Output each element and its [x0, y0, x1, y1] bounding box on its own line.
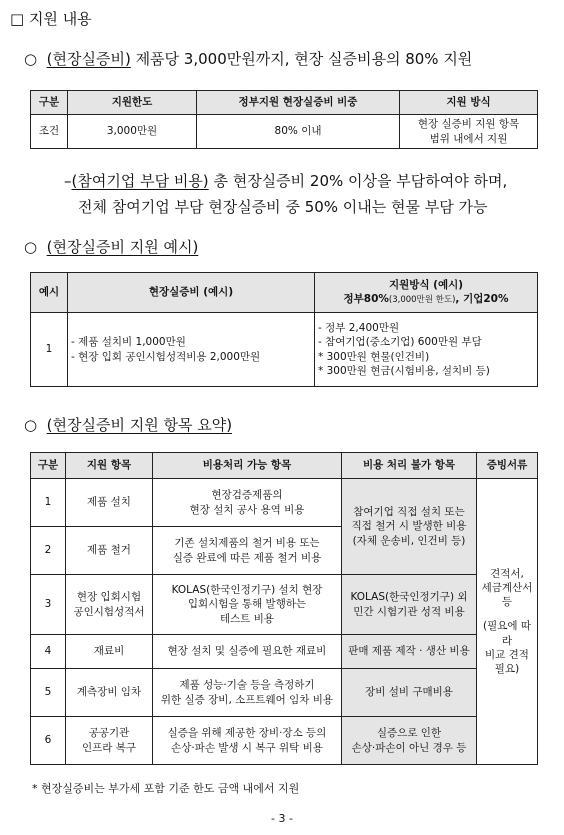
footnote: * 현장실증비는 부가세 포함 기준 한도 금액 내에서 지원 [32, 782, 300, 795]
dash-marker: – [64, 172, 72, 190]
docs-line: 비교 견적 필요) [485, 648, 529, 675]
dash-tag: (참여기업 부담 비용) [71, 172, 209, 190]
method-line: * 300만원 현물(인건비) [318, 350, 430, 363]
row-num: 6 [31, 717, 66, 765]
allowed-line: 현장 설치 공사 용역 비용 [189, 503, 305, 516]
bullet-marker: ○ [24, 416, 38, 434]
col-header [315, 273, 538, 313]
docs-line: (필요에 따라 [482, 620, 531, 647]
method-value [400, 115, 538, 149]
col-header: 지원한도 [68, 91, 197, 115]
gov-share: 정부80% [343, 293, 389, 306]
row-item: 제품 설치 [66, 479, 153, 527]
section-title: □ 지원 내용 [10, 10, 92, 28]
col-header: 비용처리 가능 항목 [153, 453, 342, 479]
example-table [30, 272, 538, 387]
not-allowed-line: 실증으로 인한 [376, 727, 442, 740]
allowed-line: 손상·파손 발생 시 복구 위탁 비용 [171, 741, 323, 754]
bullet-example [24, 236, 198, 257]
method-line: 범위 내에서 지원 [429, 132, 508, 145]
allowed-line: KOLAS(한국인정기구) 설치 현장 [171, 584, 323, 597]
allowed-line: 위한 실증 장비, 소프트웨어 임차 비용 [160, 693, 334, 706]
allowed-line: 테스트 비용 [219, 612, 275, 625]
bullet-summary [24, 414, 232, 435]
allowed-line: 현장검증제품의 [211, 489, 283, 502]
docs-line: 견적서, [490, 567, 524, 580]
cost-line: - 제품 설치비 1,000만원 [71, 336, 186, 349]
docs-line: 세금계산서 등 [481, 582, 533, 609]
method-line: * 300만원 현금(시험비용, 설치비 등) [318, 364, 490, 377]
summary-table [30, 452, 538, 765]
allowed-line: 실증 완료에 따른 제품 철거 비용 [172, 551, 322, 564]
row-allowed [153, 575, 342, 635]
allowed-line: 입회시험을 통해 발행하는 [187, 598, 307, 611]
page-number: - 3 - [271, 812, 293, 825]
method-header-line: 지원방식 (예시) [388, 279, 464, 292]
row-num: 3 [31, 575, 66, 635]
row-item: 제품 철거 [66, 527, 153, 575]
bullet-marker: ○ [24, 50, 38, 68]
row-num: 5 [31, 669, 66, 717]
bullet-marker: ○ [24, 238, 38, 256]
not-allowed-line: (자체 운송비, 인건비 등) [352, 534, 466, 547]
bullet-tag: (현장실증비 지원 예시) [46, 238, 199, 256]
row-label: 조건 [31, 115, 68, 149]
example-number: 1 [31, 313, 68, 387]
col-header: 지원 방식 [400, 91, 538, 115]
item-line: 현장 입회시험 [76, 591, 142, 604]
example-method [315, 313, 538, 387]
col-header: 현장실증비 (예시) [68, 273, 315, 313]
row-item [66, 717, 153, 765]
item-line: 인프라 복구 [81, 741, 137, 754]
row-allowed [153, 479, 342, 527]
company-share: , 기업20% [455, 293, 509, 306]
limit-value: 3,000만원 [68, 115, 197, 149]
row-item: 재료비 [66, 635, 153, 669]
allowed-line: 실증을 위해 제공한 장비·장소 등의 [167, 727, 327, 740]
row-allowed [153, 669, 342, 717]
row-num: 1 [31, 479, 66, 527]
method-line: - 참여기업(중소기업) 600만원 부담 [318, 336, 482, 349]
row-allowed [153, 717, 342, 765]
row-not-allowed: 판매 제품 제작 · 생산 비용 [342, 635, 477, 669]
cost-line: - 현장 입회 공인시험성적비용 2,000만원 [71, 350, 261, 363]
example-cost [68, 313, 315, 387]
row-not-allowed [342, 717, 477, 765]
bullet-tag: (현장실증비 지원 항목 요약) [46, 416, 233, 434]
item-line: 공인시험성적서 [73, 605, 145, 618]
row-item [66, 575, 153, 635]
not-allowed-line: 손상·파손이 아닌 경우 등 [351, 741, 467, 754]
method-line: 현장 실증비 지원 항목 [417, 118, 520, 131]
col-header: 비용 처리 불가 항목 [342, 453, 477, 479]
col-header: 증빙서류 [477, 453, 538, 479]
row-num: 2 [31, 527, 66, 575]
not-allowed-line: 직접 철거 시 발생한 비용 [351, 520, 467, 533]
row-not-allowed-merged [342, 479, 477, 575]
col-header: 구분 [31, 453, 66, 479]
col-header: 구분 [31, 91, 68, 115]
not-allowed-line: KOLAS(한국인정기구) 외 [350, 591, 468, 604]
not-allowed-line: 민간 시험기관 성적 비용 [353, 605, 465, 618]
not-allowed-line: 참여기업 직접 설치 또는 [353, 506, 465, 519]
col-header: 지원 항목 [66, 453, 153, 479]
row-num: 4 [31, 635, 66, 669]
allowed-line: 제품 성능·기술 등을 측정하기 [179, 679, 315, 692]
support-condition-table [30, 90, 538, 149]
row-allowed: 현장 설치 및 실증에 필요한 재료비 [153, 635, 342, 669]
bullet-text: 제품당 3,000만원까지, 현장 실증비용의 80% 지원 [130, 50, 473, 68]
row-not-allowed: 장비 설비 구매비용 [342, 669, 477, 717]
item-line: 공공기관 [88, 727, 130, 740]
dash-text: 총 현장실증비 20% 이상을 부담하여야 하며, [208, 172, 508, 190]
row-not-allowed [342, 575, 477, 635]
col-header: 정부지원 현장실증비 비중 [197, 91, 400, 115]
method-line: - 정부 2,400만원 [318, 322, 400, 335]
ratio-value: 80% 이내 [197, 115, 400, 149]
col-header: 예시 [31, 273, 68, 313]
gov-limit: (3,000만원 한도) [388, 295, 456, 306]
row-item: 계측장비 임차 [66, 669, 153, 717]
bullet-support-cost [24, 48, 472, 69]
allowed-line: 기존 설치제품의 철거 비용 또는 [174, 537, 320, 550]
row-allowed [153, 527, 342, 575]
supporting-docs [477, 479, 538, 765]
company-burden-line-1 [64, 170, 507, 191]
company-burden-line-2: 전체 참여기업 부담 현장실증비 중 50% 이내는 현물 부담 가능 [78, 198, 488, 216]
bullet-tag: (현장실증비) [46, 50, 131, 68]
method-header-line [318, 292, 534, 306]
